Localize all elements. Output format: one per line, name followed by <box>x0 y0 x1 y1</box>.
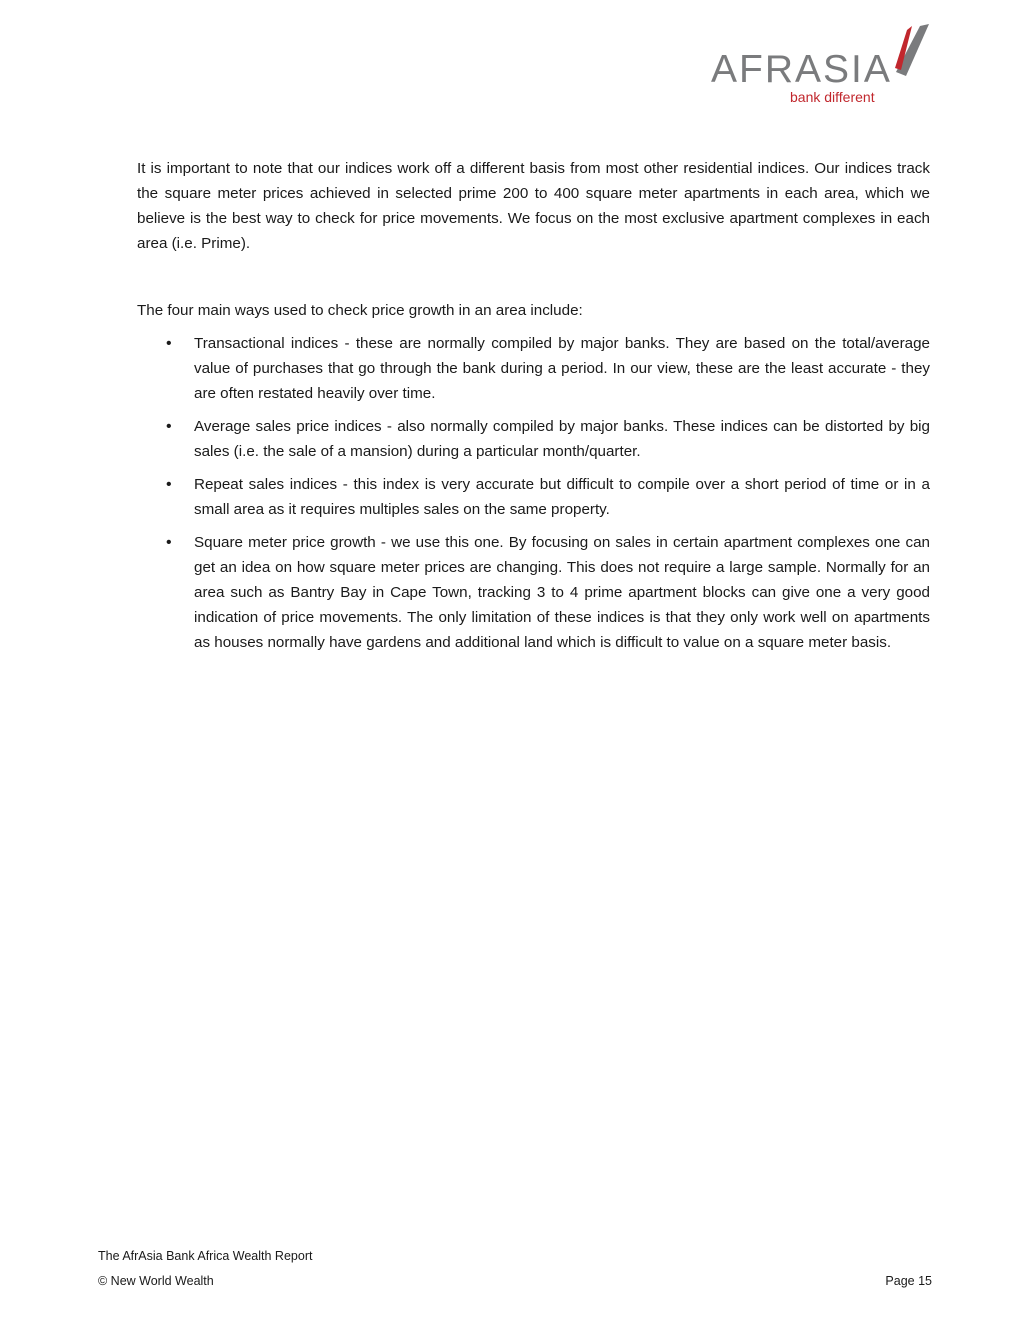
footer-copyright: © New World Wealth <box>98 1274 214 1288</box>
bullet-icon: • <box>166 418 172 435</box>
methods-list <box>137 331 930 655</box>
footer-bottom-line <box>98 1273 932 1289</box>
list-item <box>137 331 930 406</box>
list-item-text: Transactional indices - these are normally compiled by major banks. They are based on the total/average value of purchases that go through the bank during a period. In our view, these are the least accurate - they are often restated heavily over time. <box>194 335 930 402</box>
list-item <box>137 414 930 464</box>
list-item-text: Repeat sales indices - this index is very accurate but difficult to compile over a short period of time or in a small area as it requires multiples sales on the same property. <box>194 476 930 518</box>
list-item-text: Average sales price indices - also normally compiled by major banks. These indices can be distorted by big sales (i.e. the sale of a mansion) during a particular month/quarter. <box>194 418 930 460</box>
bullet-icon: • <box>166 476 172 493</box>
logo-wordmark: AFRASIA <box>711 48 892 91</box>
bullet-icon: • <box>166 335 172 352</box>
report-content <box>137 156 930 663</box>
list-item-text: Square meter price growth - we use this one. By focusing on sales in certain apartment complexes one can get an idea on how square meter prices are changing. This does not require a large sample. Normally for an area such as Bantry Bay in Cape Town, tracking 3 to 4 prime apartment blocks can give one a very good indication of price movements. The only limitation of these indices is that they only work well on apartments as houses normally have gardens and additional land which is difficult to value on a square meter basis. <box>194 534 930 651</box>
list-item <box>137 530 930 655</box>
bullet-icon: • <box>166 534 172 551</box>
afrasia-logo <box>708 20 933 106</box>
lead-in-sentence: The four main ways used to check price growth in an area include: <box>137 302 583 319</box>
intro-paragraph: It is important to note that our indices work off a different basis from most other residential indices. Our indices track the square meter prices achieved in selected prime 200 to 400 square meter apartments in each area, which we believe is the best way to check for price movements. We focus on the most exclusive apartment complexes in each area (i.e. Prime). <box>137 160 930 252</box>
page-number: Page 15 <box>885 1274 932 1288</box>
list-item <box>137 472 930 522</box>
footer-report-title: The AfrAsia Bank Africa Wealth Report <box>98 1249 313 1263</box>
logo-tagline: bank different <box>790 89 875 105</box>
